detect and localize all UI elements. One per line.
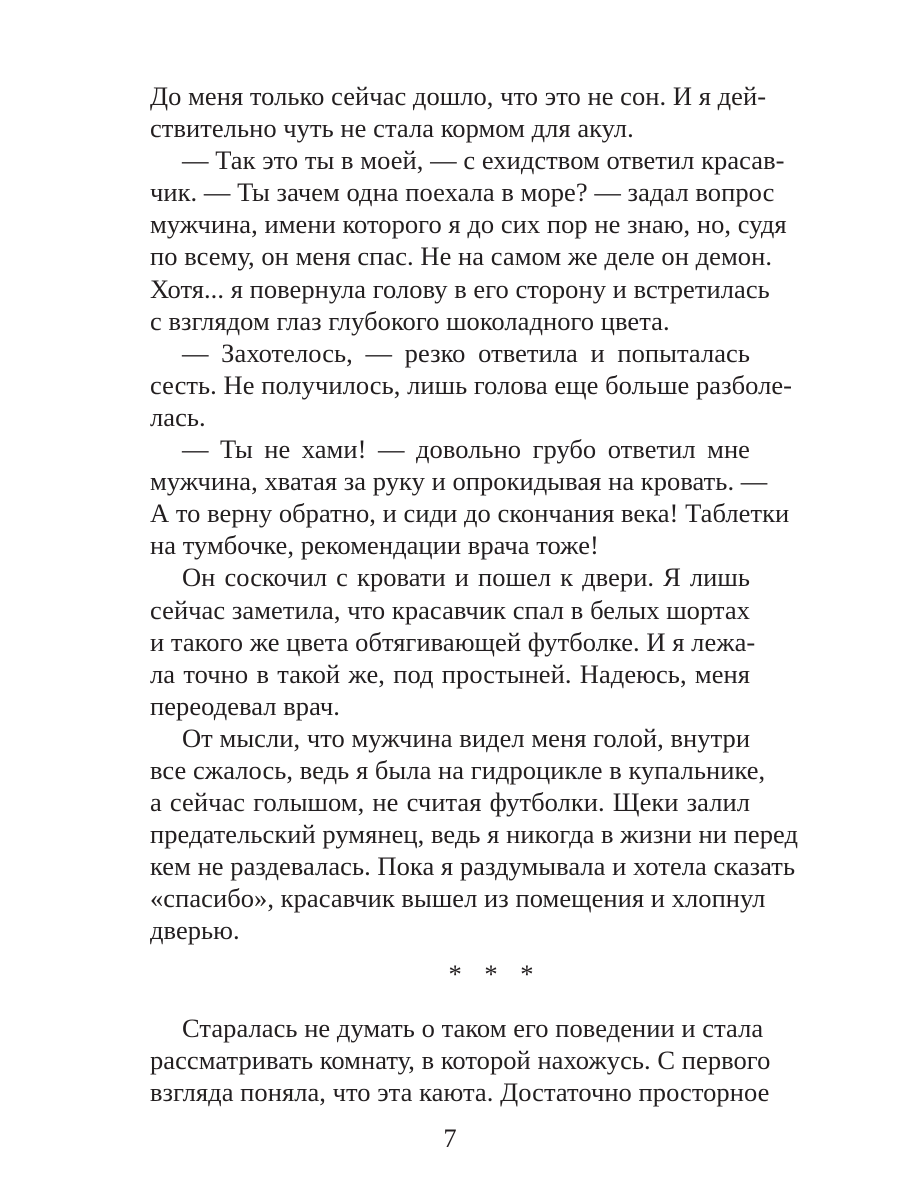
text-line: Он соскочил с кровати и пошел к двери. Я лишь: [182, 562, 750, 593]
main-text: [150, 80, 799, 947]
text-line: — Захотелось, — резко ответила и попыталась: [182, 337, 750, 368]
text-line: ствительно чуть не стала кормом для акул.: [150, 113, 634, 144]
text-line: Хотя... я повернула голову в его сторону и встретилась: [150, 273, 770, 304]
text-line: а сейчас голышом, не считая футболки. Щеки залил: [150, 787, 750, 818]
text-line: чик. — Ты зачем одна поехала в море? — задал вопрос: [150, 177, 775, 208]
text-line: сесть. Не получилось, лишь голова еще больше разболе-: [150, 369, 793, 400]
text-line: все сжалось, ведь я была на гидроцикле в купальнике,: [150, 754, 766, 785]
section-two-text: [150, 1012, 771, 1108]
text-line: на тумбочке, рекомендации врача тоже!: [150, 530, 599, 561]
text-line: переодевал врач.: [150, 690, 340, 721]
text-line: с взглядом глаз глубокого шоколадного цвета.: [150, 305, 670, 336]
text-line: «спасибо», красавчик вышел из помещения и хлопнул: [150, 883, 766, 914]
text-line: — Ты не хами! — довольно грубо ответил мне: [182, 434, 750, 465]
text-line: сейчас заметила, что красавчик спал в белых шортах: [150, 594, 750, 625]
text-line: взгляда поняла, что эта каюта. Достаточно просторное: [150, 1077, 770, 1108]
text-line: До меня только сейчас дошло, что это не сон. И я дей-: [150, 81, 767, 111]
text-line: по всему, он меня спас. Не на самом же деле он демон.: [150, 241, 773, 272]
text-line: рассматривать комнату, в которой нахожусь. С первого: [150, 1045, 771, 1076]
text-line: и такого же цвета обтягивающей футболке. И я лежа-: [150, 626, 756, 657]
text-line: лась.: [150, 401, 206, 432]
text-line: А то верну обратно, и сиди до скончания века! Таблетки: [150, 498, 790, 529]
text-line: мужчина, имени которого я до сих пор не знаю, но, судя: [150, 209, 787, 240]
text-line: предательский румянец, ведь я никогда в жизни ни перед: [150, 819, 799, 850]
text-line: Старалась не думать о таком его поведении и стала: [182, 1013, 764, 1043]
page-number: 7: [443, 1123, 457, 1153]
text-line: От мысли, что мужчина видел меня голой, внутри: [182, 722, 751, 753]
text-line: дверью.: [150, 915, 240, 946]
section-separator: * * *: [448, 959, 542, 989]
text-line: мужчина, хватая за руку и опрокидывая на кровать. —: [150, 466, 768, 497]
text-line: — Так это ты в моей, — с ехидством ответил красав-: [182, 145, 785, 176]
text-line: кем не раздевалась. Пока я раздумывала и хотела сказать: [150, 851, 796, 882]
text-line: ла точно в такой же, под простыней. Надеюсь, меня: [150, 658, 750, 689]
